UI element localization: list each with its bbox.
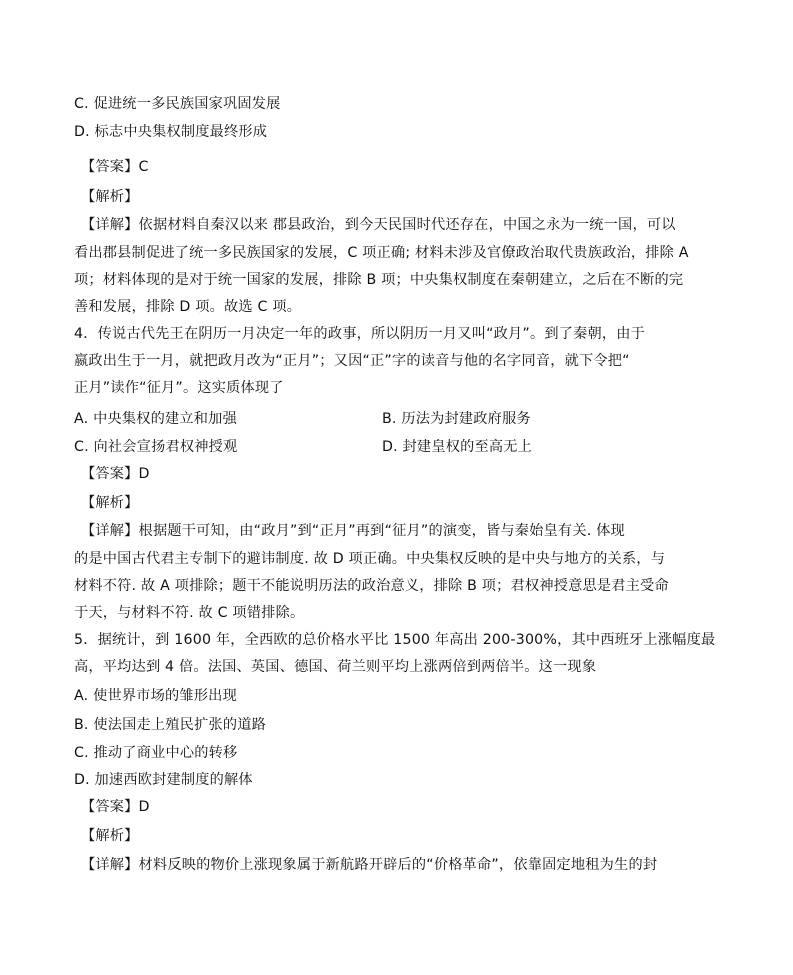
q4-detail-line-3: 材料不符. 故 A 项排除；题干不能说明历法的政治意义，排除 B 项；君权神授意思是君主受命 (74, 578, 669, 594)
q4-option-b: B. 历法为封建政府服务 (382, 411, 531, 427)
q4-option-c: C. 向社会宣扬君权神授观 (74, 439, 238, 455)
q3-detail-line-2: 看出郡县制促进了统一多民族国家的发展，C 项正确; 材料未涉及官僚政治取代贵族政治，排除 A (74, 245, 689, 261)
q4-detail-line-1: 【详解】根据题干可知，由“政月”到“正月”再到“征月”的演变，皆与秦始皇有关. 体现 (81, 523, 625, 539)
q3-answer: 【答案】C (81, 159, 149, 175)
q5-stem-line-2: 高，平均达到 4 倍。法国、英国、德国、荷兰则平均上涨两倍到两倍半。这一现象 (74, 659, 597, 675)
q3-option-d: D. 标志中央集权制度最终形成 (74, 124, 268, 140)
q3-option-c: C. 促进统一多民族国家巩固发展 (74, 96, 281, 112)
q4-option-a: A. 中央集权的建立和加强 (74, 411, 237, 427)
q4-option-d: D. 封建皇权的至高无上 (382, 439, 533, 455)
q3-detail-line-3: 项；材料体现的是对于统一国家的发展，排除 B 项；中央集权制度在秦朝建立，之后在不断的完 (74, 272, 684, 288)
q5-option-c: C. 推动了商业中心的转移 (74, 745, 238, 761)
q3-detail-line-4: 善和发展，排除 D 项。故选 C 项。 (74, 299, 302, 315)
q4-stem-line-2: 嬴政出生于一月，就把政月改为“正月”；又因“正”字的读音与他的名字同音，就下令把“ (74, 353, 630, 369)
q5-option-a: A. 使世界市场的雏形出现 (74, 688, 237, 704)
q4-detail-line-2: 的是中国古代君主专制下的避讳制度. 故 D 项正确。中央集权反映的是中央与地方的关系，与 (74, 551, 666, 567)
q5-option-d: D. 加速西欧封建制度的解体 (74, 772, 253, 788)
q5-option-b: B. 使法国走上殖民扩张的道路 (74, 717, 267, 733)
q4-answer: 【答案】D (81, 466, 150, 482)
q4-analysis-label: 【解析】 (81, 495, 139, 511)
q4-stem-line-1: 4．传说古代先王在阴历一月决定一年的政事，所以阴历一月又叫“政月”。到了秦朝，由于 (74, 326, 646, 342)
q5-stem-line-1: 5．据统计，到 1600 年，全西欧的总价格水平比 1500 年高出 200-300%，其中西班牙上涨幅度最 (74, 632, 716, 648)
q3-detail-line-1: 【详解】依据材料自秦汉以来 郡县政治，到今天民国时代还存在，中国之永为一统一国，可以 (81, 217, 676, 233)
q5-analysis-label: 【解析】 (81, 828, 139, 844)
q5-detail-line-1: 【详解】材料反映的物价上涨现象属于新航路开辟后的“价格革命”，依靠固定地租为生的封 (81, 857, 658, 873)
q4-detail-line-4: 于天，与材料不符. 故 C 项错排除。 (74, 605, 305, 621)
q4-stem-line-3: 正月”读作“征月”。这实质体现了 (74, 380, 284, 396)
q5-answer: 【答案】D (81, 799, 150, 815)
q3-analysis-label: 【解析】 (81, 189, 139, 205)
